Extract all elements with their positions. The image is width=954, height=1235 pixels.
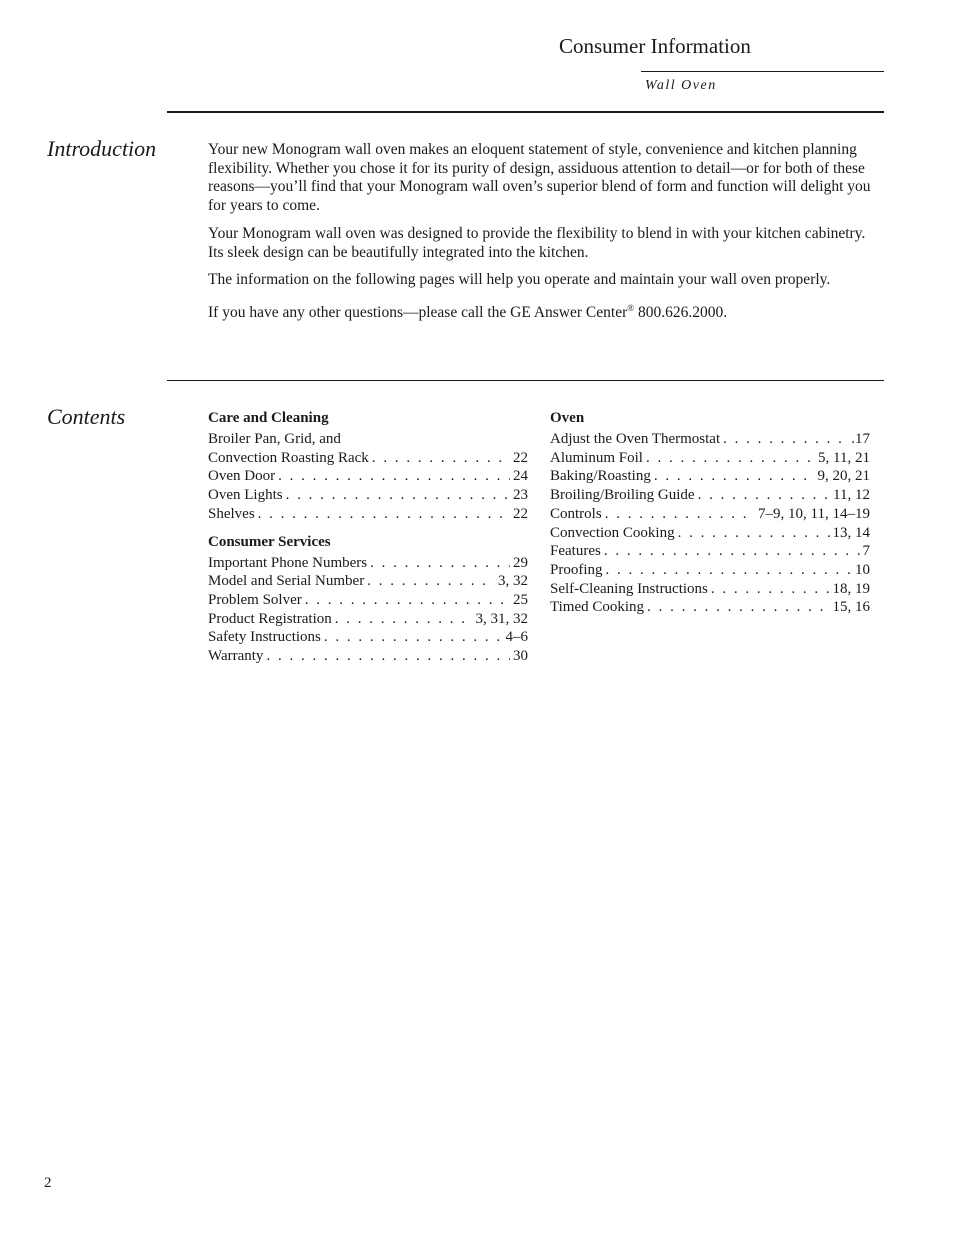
toc-item-page: 3, 32	[498, 573, 528, 590]
intro-paragraph: Your new Monogram wall oven makes an eloquent statement of style, convenience and kitchen planning flexibility. Whether you chose it for its purity of design, assiduous attention to detail—or for both of these reasons—you’ll find that your Monogram wall oven’s superior blend of form and function will delight you for years to come.	[208, 141, 871, 215]
toc-item-label: Oven Door	[208, 468, 276, 485]
toc-group-oven	[550, 409, 870, 617]
toc-item-label: Broiler Pan, Grid, and	[208, 431, 341, 447]
toc-item-label: Product Registration	[208, 610, 332, 627]
toc-item	[550, 486, 870, 505]
toc-group-care	[208, 409, 528, 524]
toc-item-label: Convection Cooking	[550, 524, 675, 541]
toc-item-page: 10	[855, 561, 870, 578]
toc-item-page: 22	[513, 505, 528, 522]
toc-item-page: 7–9, 10, 11, 14–19	[758, 505, 870, 522]
toc-leader	[335, 610, 473, 629]
toc-leader	[711, 580, 830, 599]
header-divider	[641, 71, 884, 72]
toc-item-label: Proofing	[550, 561, 603, 578]
toc-column-right	[550, 409, 870, 617]
toc-item	[550, 561, 870, 580]
toc-leader	[646, 449, 815, 468]
toc-item	[208, 572, 528, 591]
intro-paragraph: The information on the following pages will help you operate and maintain your wall oven properly.	[208, 271, 831, 289]
toc-item	[550, 505, 870, 524]
toc-item-label: Oven Lights	[208, 487, 283, 504]
toc-leader	[324, 628, 503, 647]
section-divider-middle	[167, 380, 884, 381]
toc-item	[550, 467, 870, 486]
toc-item-page: 4–6	[505, 629, 528, 646]
toc-leader	[367, 572, 495, 591]
toc-leader	[678, 524, 830, 543]
toc-leader	[266, 647, 510, 666]
toc-leader	[698, 486, 830, 505]
toc-item	[208, 628, 528, 647]
introduction-heading: Introduction	[47, 136, 157, 161]
toc-item-label: Shelves	[208, 505, 255, 522]
toc-item	[550, 580, 870, 599]
toc-item	[550, 449, 870, 468]
toc-group-title: Care and Cleaning	[208, 410, 329, 426]
toc-leader	[372, 449, 510, 468]
toc-item	[208, 505, 528, 524]
toc-item	[208, 610, 528, 629]
section-divider-top	[167, 111, 884, 113]
contact-phone: 800.626.2000.	[634, 304, 728, 322]
intro-paragraph: Your Monogram wall oven was designed to provide the flexibility to blend in with your kitchen cabinetry. Its sleek design can be beautifully integrated into the kitchen.	[208, 224, 866, 261]
toc-item-label: Baking/Roasting	[550, 468, 651, 485]
toc-leader	[606, 561, 853, 580]
toc-leader	[305, 591, 510, 610]
toc-leader	[286, 486, 510, 505]
page-header-subtitle: Wall Oven	[645, 78, 717, 93]
contents-heading: Contents	[47, 404, 126, 429]
intro-paragraph-contact	[208, 299, 878, 323]
toc-item-page: 3, 31, 32	[475, 610, 528, 627]
page-number: 2	[44, 1175, 52, 1191]
toc-item-label: Problem Solver	[208, 591, 302, 608]
toc-item-label: Broiling/Broiling Guide	[550, 487, 695, 504]
toc-leader	[605, 505, 755, 524]
toc-item-page: 13, 14	[832, 524, 870, 541]
toc-item	[550, 430, 870, 449]
toc-item-label: Features	[550, 543, 601, 560]
toc-leader	[278, 467, 510, 486]
toc-item	[550, 542, 870, 561]
toc-item-label: Convection Roasting Rack	[208, 449, 369, 466]
toc-item-label: Safety Instructions	[208, 629, 321, 646]
toc-item	[208, 449, 528, 468]
toc-leader	[654, 467, 815, 486]
toc-group-title: Consumer Services	[208, 533, 331, 550]
toc-item-label: Model and Serial Number	[208, 573, 365, 590]
registered-mark: ®	[627, 302, 635, 313]
toc-item	[208, 467, 528, 486]
toc-item	[208, 647, 528, 666]
toc-item-label: Adjust the Oven Thermostat	[550, 431, 721, 447]
toc-leader	[258, 505, 510, 524]
toc-item-page: 15, 16	[832, 599, 870, 616]
toc-item-page: 5, 11, 21	[818, 449, 870, 466]
toc-item-page: 23	[513, 487, 528, 504]
contact-text: If you have any other questions—please call the GE Answer Center	[208, 304, 628, 322]
toc-item	[208, 486, 528, 505]
toc-leader	[723, 430, 848, 449]
toc-item-page: 7	[862, 543, 870, 560]
toc-group-consumer-services	[208, 533, 528, 666]
toc-item	[208, 591, 528, 610]
toc-leader	[647, 598, 829, 617]
toc-group-title: Oven	[550, 410, 585, 426]
toc-item-page: 22	[513, 449, 528, 466]
toc-item-page: 9, 20, 21	[817, 468, 870, 485]
toc-item-page: 11, 12	[833, 487, 870, 504]
toc-item-label: Important Phone Numbers	[208, 554, 368, 571]
toc-item-label: Controls	[550, 505, 602, 522]
toc-item-label: Aluminum Foil	[550, 449, 643, 466]
toc-item-page: 25	[513, 591, 528, 608]
toc-item-label: Timed Cooking	[550, 599, 645, 616]
toc-item	[550, 524, 870, 543]
toc-item-label: Warranty	[208, 648, 264, 665]
toc-item-page: .17	[851, 431, 870, 447]
toc-leader	[604, 542, 860, 561]
toc-item-page: 24	[513, 468, 528, 485]
toc-item-page: 29	[513, 554, 528, 571]
toc-item-label: Self-Cleaning Instructions	[550, 580, 708, 597]
introduction-body	[208, 141, 878, 332]
toc-item	[550, 598, 870, 617]
toc-item-page: 30	[513, 648, 528, 665]
toc-leader	[370, 554, 510, 573]
toc-column-left	[208, 409, 528, 666]
page-header-title: Consumer Information	[559, 34, 751, 58]
toc-item	[208, 554, 528, 573]
toc-item-page: 18, 19	[832, 580, 870, 597]
